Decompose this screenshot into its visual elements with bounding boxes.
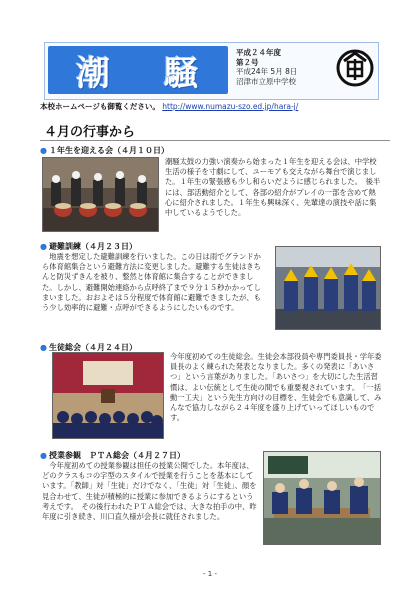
event-body-3: 今年度初めての生徒総会。生徒会本部役員や専門委員長・学年委員長のよく練られた発表となりました。多くの発表に「あいさつ」という言葉がありました。「あいさつ」を大切にした生活習慣は、よい伝統として生徒の間でも重要視されています。 「一括動一工夫」という先生方向けの目標を、生徒会でも意識して、みんなで協力しながら２４年度を盛り上げていってほしいものです。 xyxy=(170,352,382,423)
event-body-1: 潮騒太鼓の力強い演奏から始まった１年生を迎える会は、中学校生活の様子を寸劇にして、ユーモアも交えながら舞台で演じました。１年生の緊張感も少し和らいだように感じられました。 後半には、部活動紹介として、各部の紹介がプレイの一部を含めて熱心に紹介されました。１年生も興味深く、先輩達の演技や話に集中しているようでした。 xyxy=(165,157,381,218)
section-title: ４月の行事から xyxy=(44,125,136,140)
title-char-1: 潮 xyxy=(76,53,112,94)
fiscal-year: 平成２４年度 xyxy=(236,48,281,57)
event-title-text: 生徒総会（４月２４日） xyxy=(48,343,137,352)
event-title-text: 避難訓練（４月２３日） xyxy=(48,242,137,251)
newsletter-title xyxy=(50,46,226,94)
photo-drum-performance xyxy=(42,157,159,232)
page-number: - 1 - xyxy=(203,570,217,578)
photo-evacuation-drill xyxy=(275,246,381,330)
issue-date: 平成24年 5月 8日 xyxy=(236,67,298,76)
event-title-1 xyxy=(40,145,169,156)
bullet-icon: ● xyxy=(40,451,47,460)
event-body-4: 今年度初めての授業参観は担任の授業公開でした。本年度は、どのクラスもコの字型のスタイルで授業を行うことを基本にしています。「教師」対「生徒」だけでなく、「生徒」対「生徒」、顔を見合わせて、生徒が積極的に授業に参加できるようにするという考えです。 その後行われたＰＴＡ総会では、大きな拍手の中、昨年度に引き続き、川口直久様が会長に就任されました。 xyxy=(42,461,257,522)
issue-info xyxy=(236,48,336,94)
homepage-link[interactable]: http://www.numazu-szo.ed.jp/hara-j/ xyxy=(162,102,299,111)
drum-performance-image xyxy=(43,158,158,231)
evacuation-drill-image xyxy=(276,247,380,329)
title-char-2: 騒 xyxy=(164,53,200,94)
homepage-notice xyxy=(40,101,390,113)
bullet-icon: ● xyxy=(40,146,47,155)
bullet-icon: ● xyxy=(40,343,47,352)
event-title-text: 授業参観 ＰＴＡ総会（４月２７日） xyxy=(48,451,185,460)
event-body-2: 地震を想定した避難訓練を行いました。この日は雨でグランドから体育館集合という避難方法に変更しました。避難する生徒はきちんと防災ずきんを被り、整然と体育館に集合することができました。しかし、避難開始連絡から点呼終了まで９分１５秒かかってしまいました。おおよそは５分程度で体育館に避難できましたが、もう少し効率的に避難・点呼ができるようにしたいものです。 xyxy=(42,252,261,313)
bullet-icon: ● xyxy=(40,242,47,251)
event-title-text: １年生を迎える会（４月１０日） xyxy=(48,146,169,155)
section-header xyxy=(40,120,390,141)
event-title-4 xyxy=(40,450,185,461)
student-assembly-image xyxy=(53,353,163,438)
school-emblem-icon xyxy=(336,47,374,89)
homepage-label: 本校ホームページも御覧ください。 xyxy=(40,102,160,111)
school-name: 沼津市立原中学校 xyxy=(236,76,296,86)
photo-class-observation xyxy=(263,451,381,545)
event-title-2 xyxy=(40,241,137,252)
class-observation-image xyxy=(264,452,380,544)
issue-number: 第２号 xyxy=(236,57,259,67)
photo-student-assembly xyxy=(52,352,164,439)
